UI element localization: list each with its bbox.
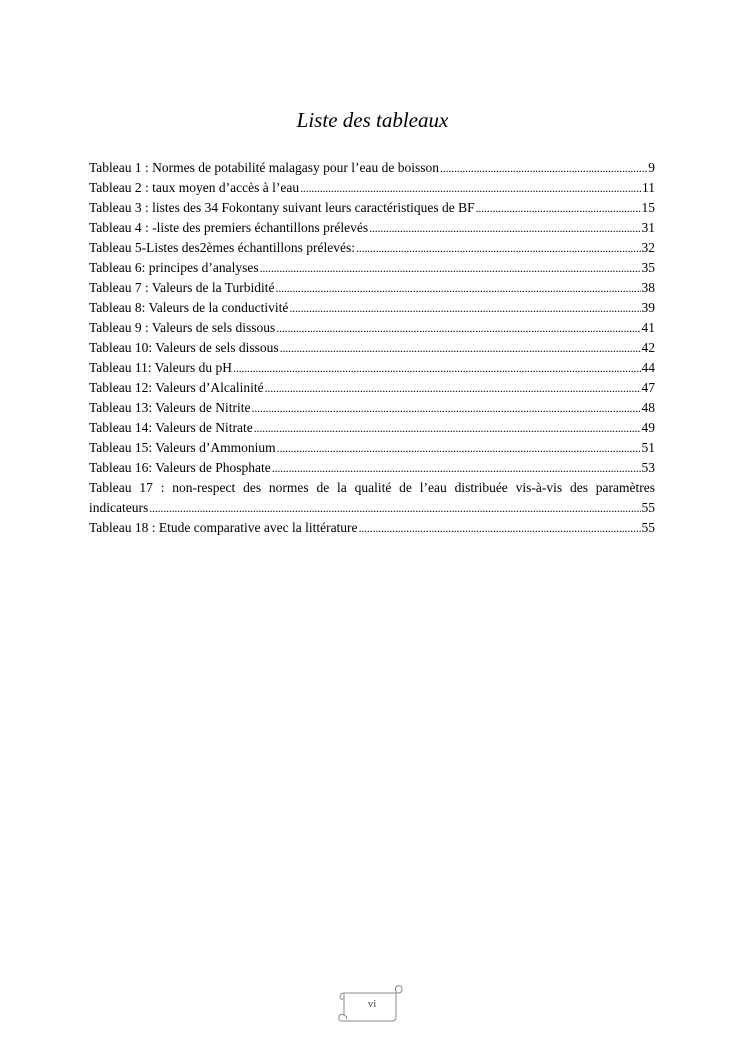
entry-page: 9 <box>648 160 655 175</box>
toc-entry-7[interactable] <box>89 278 655 298</box>
toc-entry-5[interactable] <box>89 238 655 258</box>
toc-entry-11[interactable] <box>89 358 655 378</box>
entry-page: 47 <box>641 380 655 395</box>
entry-label: Tableau 9 : Valeurs de sels dissous <box>89 320 276 335</box>
dot-leader <box>149 498 640 518</box>
entry-label: Tableau 4 : -liste des premiers échantillons prélevés <box>89 220 369 235</box>
toc-entry-16[interactable] <box>89 458 655 478</box>
entry-page: 55 <box>641 500 655 515</box>
entry-label: Tableau 2 : taux moyen d’accès à l’eau <box>89 180 300 195</box>
dot-leader <box>233 358 640 378</box>
dot-leader <box>265 378 641 398</box>
entry-page: 55 <box>641 520 655 535</box>
entry-page: 11 <box>642 180 655 195</box>
toc-entry-12[interactable] <box>89 378 655 398</box>
entry-page: 42 <box>641 340 655 355</box>
entry-label: Tableau 6: principes d’analyses <box>89 260 259 275</box>
entry-label: Tableau 18 : Etude comparative avec la littérature <box>89 520 358 535</box>
entry-page: 39 <box>641 300 655 315</box>
entry-label-line1: Tableau 17 : non-respect des normes de la qualité de l’eau distribuée vis-à-vis des paramètres <box>89 480 655 495</box>
dot-leader <box>260 258 641 278</box>
dot-leader <box>369 218 640 238</box>
entry-label: Tableau 8: Valeurs de la conductivité <box>89 300 289 315</box>
entry-label-line2: indicateurs <box>89 500 149 515</box>
dot-leader <box>276 318 640 338</box>
dot-leader <box>280 338 641 358</box>
toc-entry-8[interactable] <box>89 298 655 318</box>
dot-leader <box>252 398 641 418</box>
table-list <box>89 158 655 538</box>
entry-page: 38 <box>641 280 655 295</box>
dot-leader <box>254 418 641 438</box>
entry-page: 32 <box>641 240 655 255</box>
entry-page: 51 <box>641 440 655 455</box>
toc-entry-17[interactable] <box>89 478 655 518</box>
toc-entry-9[interactable] <box>89 318 655 338</box>
toc-entry-4[interactable] <box>89 218 655 238</box>
toc-entry-1[interactable] <box>89 158 655 178</box>
entry-page: 31 <box>641 220 655 235</box>
entry-page: 44 <box>641 360 655 375</box>
entry-page: 48 <box>641 400 655 415</box>
entry-page: 49 <box>641 420 655 435</box>
entry-label: Tableau 13: Valeurs de Nitrite <box>89 400 251 415</box>
toc-entry-18[interactable] <box>89 518 655 538</box>
toc-entry-3[interactable] <box>89 198 655 218</box>
entry-label: Tableau 3 : listes des 34 Fokontany suivant leurs caractéristiques de BF <box>89 200 475 215</box>
dot-leader <box>440 158 647 178</box>
dot-leader <box>356 238 641 258</box>
entry-label: Tableau 7 : Valeurs de la Turbidité <box>89 280 275 295</box>
dot-leader <box>277 438 641 458</box>
page-title: Liste des tableaux <box>296 108 449 132</box>
dot-leader <box>289 298 640 318</box>
entry-label: Tableau 5-Listes des2èmes échantillons prélevés: <box>89 240 355 255</box>
entry-label: Tableau 15: Valeurs d’Ammonium <box>89 440 276 455</box>
dot-leader <box>476 198 641 218</box>
entry-label: Tableau 16: Valeurs de Phosphate <box>89 460 271 475</box>
toc-entry-13[interactable] <box>89 398 655 418</box>
page-number: vi <box>367 998 377 1010</box>
entry-label: Tableau 12: Valeurs d’Alcalinité <box>89 380 264 395</box>
entry-label: Tableau 11: Valeurs du pH <box>89 360 233 375</box>
entry-label: Tableau 14: Valeurs de Nitrate <box>89 420 253 435</box>
toc-entry-14[interactable] <box>89 418 655 438</box>
toc-entry-6[interactable] <box>89 258 655 278</box>
toc-entry-15[interactable] <box>89 438 655 458</box>
entry-label: Tableau 1 : Normes de potabilité malagasy pour l’eau de boisson <box>89 160 439 175</box>
entry-label: Tableau 10: Valeurs de sels dissous <box>89 340 279 355</box>
toc-entry-10[interactable] <box>89 338 655 358</box>
entry-page: 35 <box>641 260 655 275</box>
toc-entry-2[interactable] <box>89 178 655 198</box>
dot-leader <box>276 278 641 298</box>
dot-leader <box>272 458 641 478</box>
dot-leader <box>300 178 641 198</box>
dot-leader <box>359 518 641 538</box>
page-footer <box>336 983 408 1023</box>
entry-page: 53 <box>641 460 655 475</box>
entry-page: 41 <box>641 320 655 335</box>
entry-page: 15 <box>641 200 655 215</box>
